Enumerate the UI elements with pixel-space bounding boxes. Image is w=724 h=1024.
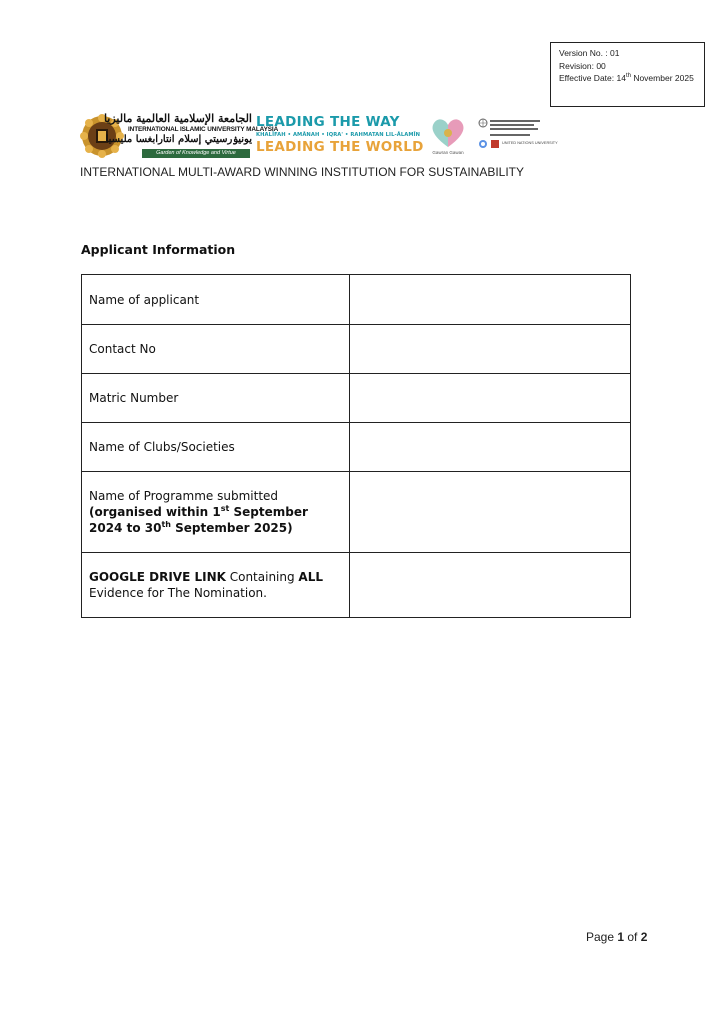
un-emblem-icon [478, 139, 488, 149]
field-contact-no[interactable] [349, 325, 630, 374]
iium-english-name: INTERNATIONAL ISLAMIC UNIVERSITY MALAYSIA [128, 126, 279, 133]
table-row [82, 275, 631, 325]
partner-text-line [490, 124, 534, 126]
page-number: Page 1 of 2 [586, 930, 648, 944]
core-values: KHALĪFAH • AMĀNAH • IQRA' • RAHMATAN LIL-ĀLAMĪN [256, 132, 421, 138]
globe-icon [478, 118, 488, 128]
label-programme-submitted: Name of Programme submitted (organised within 1st September 2024 to 30th September 2025) [82, 472, 350, 553]
label-contact-no: Contact No [82, 325, 350, 374]
field-matric-number[interactable] [349, 374, 630, 423]
leading-the-world: LEADING THE WORLD [256, 139, 424, 155]
partner-text-line [490, 120, 540, 122]
field-clubs-societies[interactable] [349, 423, 630, 472]
label-clubs-societies: Name of Clubs/Societies [82, 423, 350, 472]
heart-logo-label: Gawran Gawan [432, 150, 464, 155]
partner-text-line [490, 134, 530, 136]
unu-icon [490, 139, 500, 149]
iium-jawi-name: يونيۏرسيتي إسلام انتارابغسا مليسيا [105, 134, 252, 145]
label-name-of-applicant: Name of applicant [82, 275, 350, 325]
un-label: UNITED NATIONS UNIVERSITY [502, 141, 558, 145]
version-number: Version No. : 01 [559, 48, 620, 58]
institution-header [80, 112, 558, 162]
field-programme-submitted[interactable] [349, 472, 630, 553]
partner-logos [478, 114, 558, 160]
partner-text-line [490, 128, 538, 130]
table-row [82, 472, 631, 553]
applicant-info-table [81, 274, 631, 618]
iium-arabic-name: الجامعة الإسلامية العالمية ماليزيا [103, 112, 252, 125]
document-control-box [550, 42, 705, 107]
table-row [82, 553, 631, 618]
leading-the-way: LEADING THE WAY [256, 114, 400, 130]
revision-number: Revision: 00 [559, 60, 606, 71]
heart-logo [430, 117, 466, 149]
field-name-of-applicant[interactable] [349, 275, 630, 325]
field-google-drive-link[interactable] [349, 553, 630, 618]
iium-motto: Garden of Knowledge and Virtue [142, 149, 250, 158]
effective-date: Effective Date: 14th November 2025 [559, 73, 694, 83]
label-matric-number: Matric Number [82, 374, 350, 423]
institution-tagline: INTERNATIONAL MULTI-AWARD WINNING INSTITUTION FOR SUSTAINABILITY [80, 165, 525, 179]
table-row [82, 423, 631, 472]
label-google-drive-link: GOOGLE DRIVE LINK Containing ALL Evidence for The Nomination. [82, 553, 350, 618]
table-row [82, 374, 631, 423]
section-title: Applicant Information [81, 242, 236, 257]
table-row [82, 325, 631, 374]
